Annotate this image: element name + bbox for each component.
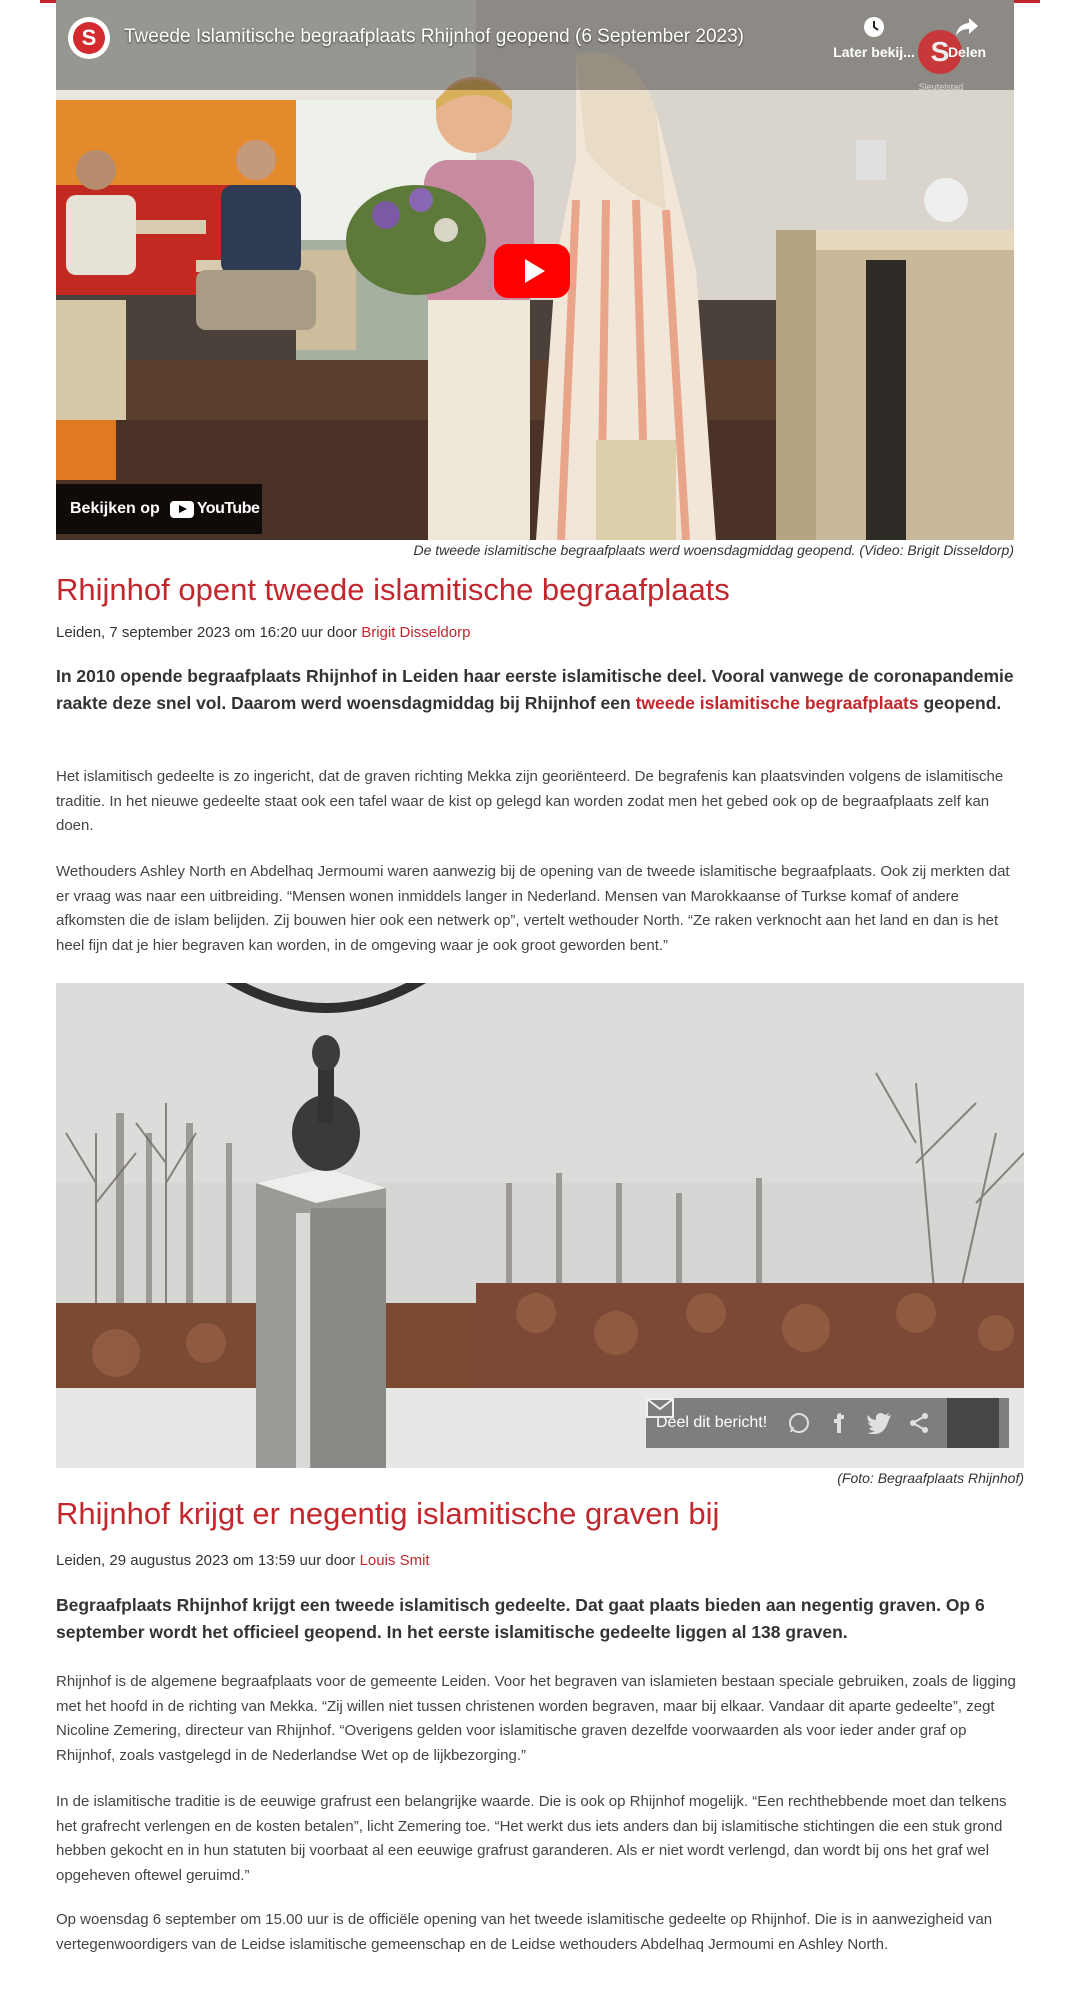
watermark-label: Sleutelstad: [918, 82, 964, 92]
watch-later-label: Later bekij...: [833, 44, 915, 60]
twitter-share-button[interactable]: [863, 1407, 895, 1439]
twitter-icon: [866, 1412, 892, 1434]
share-arrow-icon: [955, 16, 979, 38]
article-2-dateline: Leiden, 29 augustus 2023 om 13:59 uur door: [56, 1552, 360, 1569]
watch-on-label: Bekijken op: [70, 500, 160, 517]
email-share-button[interactable]: [947, 1398, 999, 1448]
watermark-logo: S: [918, 30, 962, 74]
article-1-paragraph: Het islamitisch gedeelte is zo ingericht, dat de graven richting Mekka zijn georiënteerd. De begrafenis kan plaatsvinden volgens de islamitische traditie. In het nieuwe gedeelte staat ook een tafel waar de kist op gelegd kan worden zodat men het gebed ook op de begraafplaats zelf kan doen.: [56, 768, 1004, 834]
article-2-photo: [56, 983, 1024, 1468]
article-2-author-link[interactable]: Louis Smit: [359, 1552, 430, 1569]
youtube-wordmark: YouTube: [196, 500, 260, 517]
facebook-icon: [827, 1411, 851, 1435]
play-icon: [525, 259, 545, 283]
share-label: Delen: [947, 44, 987, 60]
article-1-lead-end: geopend.: [918, 693, 1002, 713]
video-title[interactable]: Tweede Islamitische begraafplaats Rhijnhof geopend (6 September 2023): [124, 26, 744, 47]
watch-later-button[interactable]: [826, 16, 922, 60]
article-2-headline[interactable]: Rhijnhof krijgt er negentig islamitische graven bij: [56, 1496, 720, 1531]
facebook-share-button[interactable]: [823, 1407, 855, 1439]
share-network-icon: [907, 1411, 931, 1435]
cemetery-photo: [56, 983, 1024, 1468]
mail-icon: [646, 1398, 674, 1418]
youtube-logo: [170, 500, 260, 518]
article-2-paragraph: In de islamitische traditie is de eeuwige grafrust een belangrijke waarde. Die is ook op Rhijnhof mogelijk. “Een rechthebbende moet dan telkens het grafrecht verlengen en de kosten betalen”, licht Zemering toe. “Het werkt dus iets anders dan bij islamitische stichtingen die een stuk grond hebben gekocht en in hun statuten bij voorbaat al een eeuwige grafrust garanderen. Als er niet wordt verlengd, dan wordt bij ons het graf wel opgeheven oftewel geruimd.”: [56, 1793, 1007, 1884]
article-2-meta: [56, 1552, 430, 1569]
channel-logo-letter: S: [73, 22, 105, 54]
share-network-button[interactable]: [903, 1407, 935, 1439]
article-2-paragraph: Rhijnhof is de algemene begraafplaats voor de gemeente Leiden. Voor het begraven van islamieten bestaan speciale gebruiken, zoals de ligging met het hoofd in de richting van Mekka. “Zij willen niet tussen christenen worden begraven, maar bij elkaar. Vandaar dit aparte gedeelte”, zegt Nicoline Zemering, directeur van Rhijnhof. “Overigens gelden voor islamitische graven dezelfde voorwaarden als voor ieder ander graf op Rhijnhof, zoals vastgelegd in de Nederlandse Wet op de lijkbezorging.”: [56, 1673, 1016, 1764]
photo-caption: (Foto: Begraafplaats Rhijnhof): [837, 1470, 1024, 1486]
article-1-dateline: Leiden, 7 september 2023 om 16:20 uur door: [56, 624, 362, 641]
article-1-lead-link[interactable]: tweede islamitische begraafplaats: [635, 693, 919, 713]
youtube-play-icon: [170, 501, 194, 518]
clock-icon: [863, 16, 885, 38]
article-2-lead: Begraafplaats Rhijnhof krijgt een tweede islamitisch gedeelte. Dat gaat plaats bieden aan negentig graven. Op 6 september wordt het officieel geopend. In het eerste islamitische gedeelte liggen al 138 graven.: [56, 1595, 985, 1642]
share-bar: [646, 1398, 1009, 1448]
share-button[interactable]: [924, 16, 1010, 60]
article-1-headline[interactable]: Rhijnhof opent tweede islamitische begraafplaats: [56, 572, 730, 607]
watch-on-youtube-button[interactable]: [56, 484, 262, 534]
article-1-paragraph: Wethouders Ashley North en Abdelhaq Jermoumi waren aanwezig bij de opening van de tweede islamitische begraafplaats. Ook zij merkten dat er vraag was naar een uitbreiding. “Mensen wonen inmiddels langer in Nederland. Mensen van Marokkaanse of Turkse komaf of andere afkomsten die de islam belijden. Zij bouwen hier ook een netwerk op”, vertelt wethouder North. “Ze raken verknocht aan het land en dan is het heel fijn dat je hier begraven kan worden, in de omgeving waar je ook groot geworden bent.”: [56, 863, 1010, 954]
video-player[interactable]: [56, 0, 1014, 540]
article-1-lead-text: In 2010 opende begraafplaats Rhijnhof in Leiden haar eerste islamitische deel. Vooral vanwege de coronapandemie raakte deze snel vol. Daarom werd woensdagmiddag bij Rhijnhof een: [56, 666, 1014, 713]
video-caption: De tweede islamitische begraafplaats werd woensdagmiddag geopend. (Video: Brigit Disseldorp): [413, 542, 1014, 558]
play-button[interactable]: [494, 244, 570, 298]
article-1-meta: [56, 624, 470, 641]
article-1-author-link[interactable]: Brigit Disseldorp: [361, 624, 471, 641]
article-1-lead: [56, 663, 1036, 717]
whatsapp-share-button[interactable]: [783, 1407, 815, 1439]
channel-logo[interactable]: [68, 17, 110, 59]
whatsapp-icon: [787, 1411, 811, 1435]
share-bar-label: Deel dit bericht!: [656, 1414, 768, 1431]
article-2-paragraph: Op woensdag 6 september om 15.00 uur is de officiële opening van het tweede islamitische gedeelte op Rhijnhof. Die is in aanwezigheid van vertegenwoordigers van de Leidse islamitische gemeenschap en de Leidse wethouders Abdelhaq Jermoumi en Ashley North.: [56, 1911, 993, 1953]
